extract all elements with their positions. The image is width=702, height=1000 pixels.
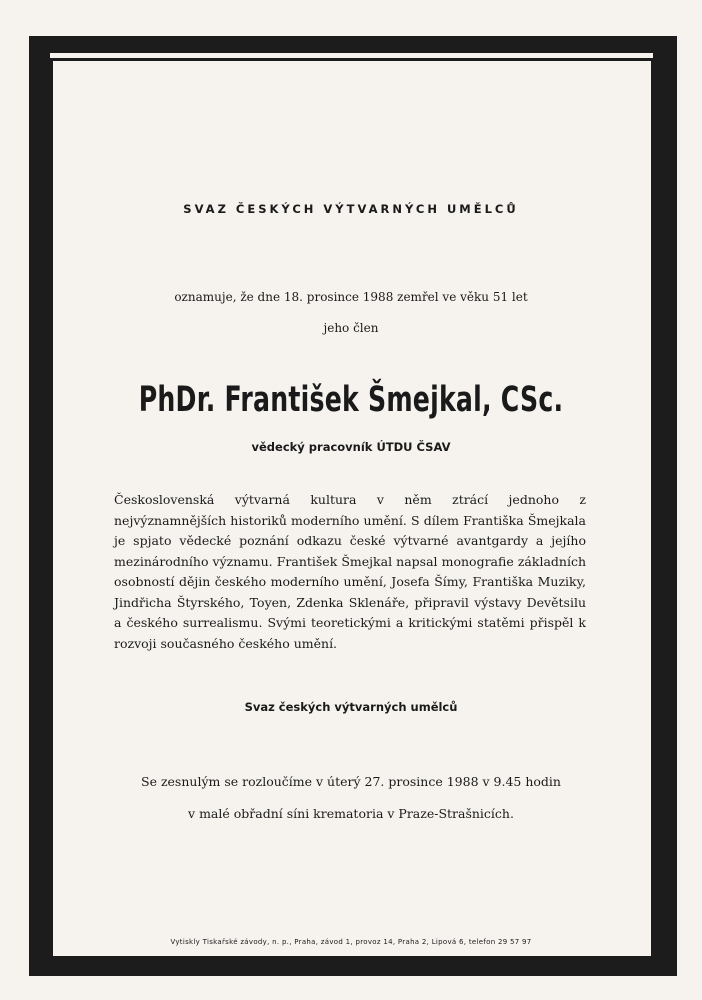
farewell-date-line: Se zesnulým se rozloučíme v úterý 27. prosince 1988 v 9.45 hodin [141, 774, 561, 789]
deceased-name: PhDr. František Šmejkal, CSc. [138, 380, 564, 420]
deceased-position: vědecký pracovník ÚTDU ČSAV [251, 440, 451, 454]
farewell-place-line: v malé obřadní síni krematoria v Praze-Strašnicích. [188, 806, 514, 821]
announcement-line: oznamuje, že dne 18. prosince 1988 zemřel ve věku 51 let [174, 290, 528, 304]
membership-line: jeho člen [323, 321, 379, 335]
printer-imprint: Vytiskly Tiskařské závody, n. p., Praha, závod 1, provoz 14, Praha 2, Lipová 6, telefon 29 57 97 [170, 938, 532, 946]
biography-paragraph: Československá výtvarná kultura v něm ztrácí jednoho z nejvýznamnějších historiků moderního umění. S dílem Františka Šmejkala je spjato vědecké poznání odkazu české výtvarné avantgardy a jejího mezinárodního významu. František Šmejkal napsal monografie základních osobností dějin českého moderního umění, Josefa Šímy, Františka Muziky, Jindřicha Štyrského, Toyen, Zdenka Sklenáře, připravil výstavy Devětsilu a českého surrealismu. Svými teoretickými a kritickými statěmi přispěl k rozvoji současného českého umění. [114, 492, 586, 651]
signature-organization: Svaz českých výtvarných umělců [244, 700, 458, 714]
organization-header: SVAZ ČESKÝCH VÝTVARNÝCH UMĚLCŮ [183, 202, 519, 216]
